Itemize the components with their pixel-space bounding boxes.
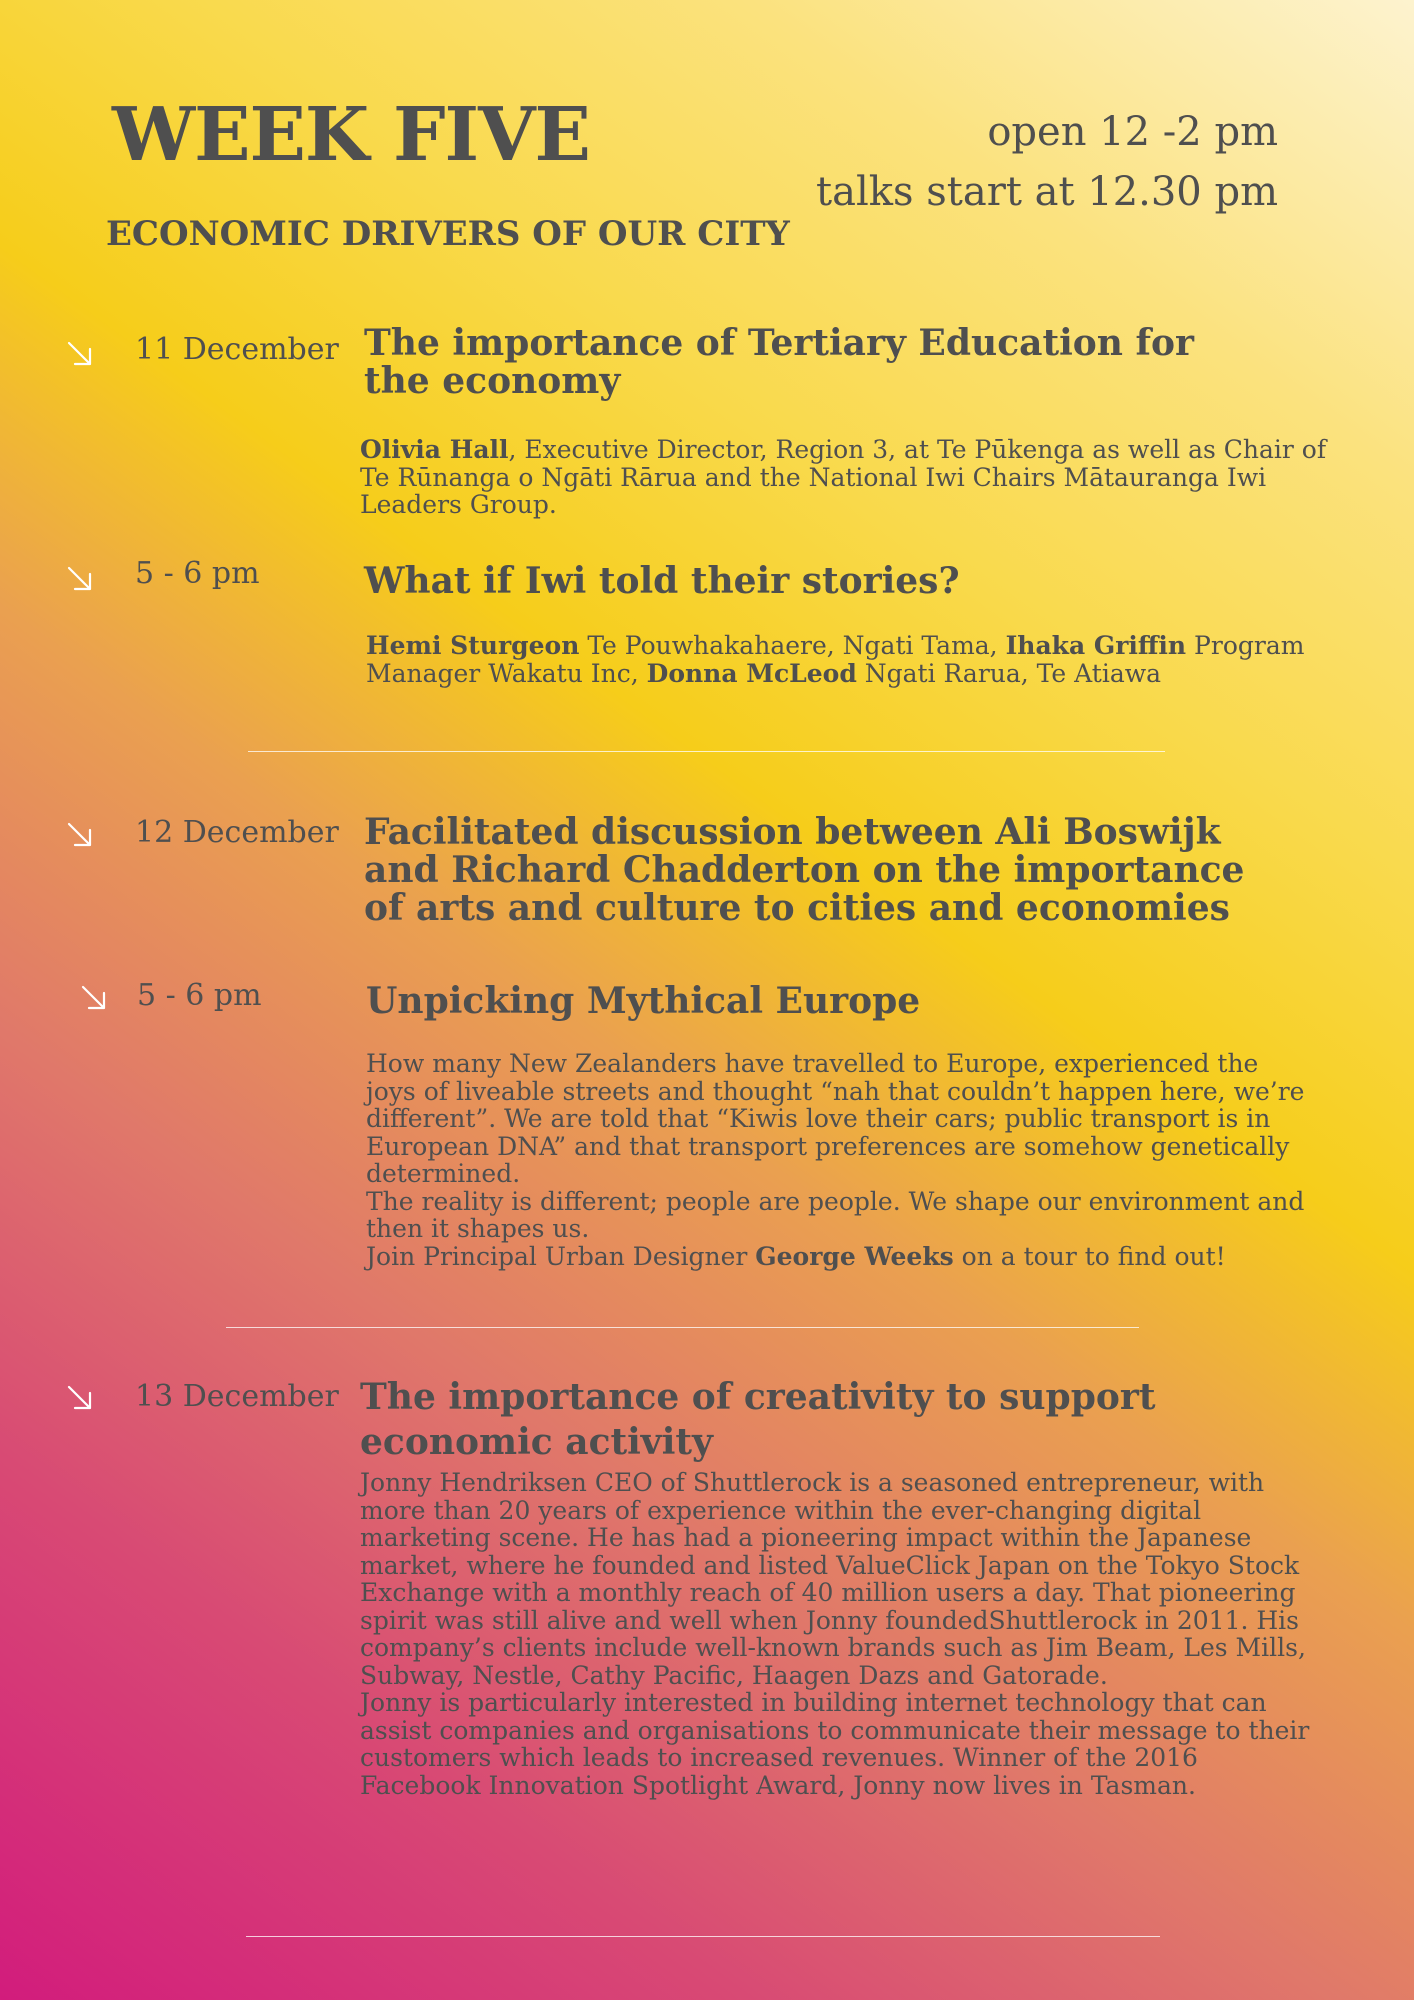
page-title: WEEK FIVE <box>112 92 590 178</box>
opening-hours-line: open 12 -2 pm <box>987 109 1278 155</box>
description-paragraph: Jonny Hendriksen CEO of Shuttlerock is a seasoned entrepreneur, with more than 20 years of experience within the ever-changing digital marketing scene. He has had a pioneering impact within the Japanese market, where he founded and listed ValueClick Japan on the Tokyo Stock Exchange with a monthly reach of 40 million users a day. That pioneering spirit was still alive and well when Jonny foundedShuttlerock in 2011. His company’s clients include well-known brands such as Jim Beam, Les Mills, Subway, Nestle, Cathy Pacific, Haagen Dazs and Gatorade. <box>360 1468 1306 1690</box>
description-paragraph: Jonny is particularly interested in building internet technology that can assist companies and organisations to communicate their message to their customers which leads to increased revenues. Winner of the 2016 Facebook Innovation Spotlight Award, Jonny now lives in Tasman. <box>360 1688 1310 1800</box>
speaker-name: Donna McLeod <box>646 658 857 688</box>
event-title: Unpicking Mythical Europe <box>366 980 921 1022</box>
description-paragraph: The reality is different; people are people. We shape our environment and then it shapes us. <box>366 1186 1305 1243</box>
event-date: 12 December <box>135 815 339 850</box>
event-date: 13 December <box>135 1379 339 1414</box>
speaker-role: Te Pouwhakahaere, Ngati Tama, <box>579 631 1006 660</box>
event-description <box>360 1469 1320 1799</box>
event-date: 11 December <box>135 332 339 367</box>
description-text: on a tour to find out! <box>953 1241 1226 1271</box>
arrow-down-right-icon <box>66 340 94 368</box>
arrow-down-right-icon <box>80 984 108 1012</box>
description-paragraph: How many New Zealanders have travelled to Europe, experienced the joys of liveable streets and thought “nah that couldn’t happen here, we’re different”. We are told that “Kiwis love their cars; public transport is in European DNA” and that transport preferences are somehow genetically determined. <box>366 1049 1305 1188</box>
event-title: What if Iwi told their stories? <box>364 560 960 602</box>
event-title: The importance of Tertiary Education for the economy <box>364 322 1194 402</box>
speaker-role: Program Manager Wakatu Inc, <box>366 631 1305 688</box>
event-description <box>366 632 1366 687</box>
opening-hours <box>816 102 1278 222</box>
page-subtitle: ECONOMIC DRIVERS OF OUR CITY <box>106 214 790 254</box>
event-title: The importance of creativity to support economic activity <box>360 1376 1156 1463</box>
section-divider <box>246 1936 1160 1937</box>
event-title: Facilitated discussion between Ali Boswijk and Richard Chadderton on the importance of arts and culture to cities and economies <box>364 811 1245 929</box>
event-time: 5 - 6 pm <box>137 978 262 1013</box>
talks-start-line: talks start at 12.30 pm <box>816 169 1278 215</box>
speaker-bio: , Executive Director, Region 3, at Te Pūkenga as well as Chair of Te Rūnanga o Ngāti Rārua and the National Iwi Chairs Mātauranga Iwi Leaders Group. <box>360 435 1327 519</box>
section-divider <box>226 1327 1139 1328</box>
speaker-name: Ihaka Griffin <box>1005 631 1187 660</box>
arrow-down-right-icon <box>66 565 94 593</box>
speaker-name: Olivia Hall <box>360 435 509 464</box>
event-time: 5 - 6 pm <box>135 556 260 591</box>
speaker-name: Hemi Sturgeon <box>366 631 580 660</box>
description-text: Join Principal Urban Designer <box>366 1241 756 1271</box>
event-description <box>366 1050 1306 1270</box>
speaker-role: Ngati Rarua, Te Atiawa <box>856 658 1162 688</box>
arrow-down-right-icon <box>66 1384 94 1412</box>
section-divider <box>248 751 1165 752</box>
event-description <box>360 436 1360 519</box>
arrow-down-right-icon <box>66 821 94 849</box>
speaker-name: George Weeks <box>755 1241 954 1271</box>
